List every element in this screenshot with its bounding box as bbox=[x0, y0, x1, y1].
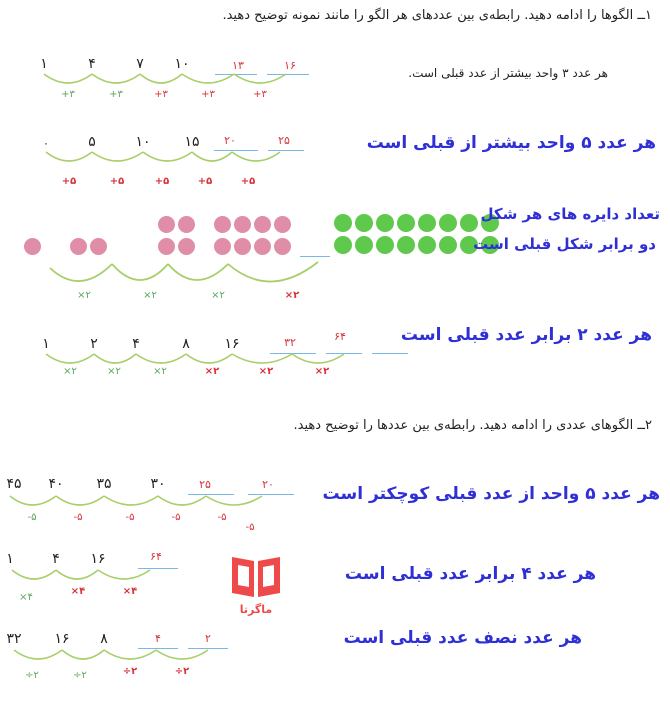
pattern-number: ۱۵ bbox=[184, 134, 200, 150]
pattern-number: ۱ bbox=[42, 336, 50, 352]
answer-number: ۲۵ bbox=[278, 134, 290, 147]
step-label: +۳ bbox=[154, 89, 168, 100]
pattern-number: ۱ bbox=[6, 551, 14, 567]
step-label: -۵ bbox=[27, 512, 37, 523]
step-label: ×۲ bbox=[63, 366, 77, 377]
pattern-number: ۴ bbox=[52, 551, 60, 567]
step-label: +۵ bbox=[240, 176, 256, 187]
pattern-number: ۱ bbox=[40, 56, 48, 72]
step-label: +۳ bbox=[201, 89, 215, 100]
example-description: هر عدد ۳ واحد بیشتر از عدد قبلی است. bbox=[408, 66, 608, 80]
step-label: ×۲ bbox=[204, 366, 220, 377]
pattern-number: ۴ bbox=[132, 336, 140, 352]
handwritten-answer: هر عدد ۴ برابر عدد قبلی است bbox=[344, 564, 596, 584]
pattern-number: ۴ bbox=[88, 56, 96, 72]
step-label: -۵ bbox=[245, 522, 255, 533]
answer-number: ۲ bbox=[205, 632, 211, 645]
step-label: +۵ bbox=[197, 176, 213, 187]
step-label: +۳ bbox=[109, 89, 123, 100]
pattern-number: ۱۶ bbox=[224, 336, 240, 352]
pattern-number: ۸ bbox=[182, 336, 190, 352]
step-label: ÷۲ bbox=[174, 666, 190, 677]
step-label: ×۴ bbox=[70, 586, 86, 597]
pattern-number: ۴۵ bbox=[6, 476, 22, 492]
step-label: ×۲ bbox=[153, 366, 167, 377]
step-label: ×۲ bbox=[258, 366, 274, 377]
answer-number: ۱۳ bbox=[232, 59, 244, 72]
answer-number: ۲۵ bbox=[199, 478, 211, 491]
handwritten-answer: هر عدد ۲ برابر عدد قبلی است bbox=[400, 325, 652, 345]
answer-number: ۲۰ bbox=[224, 134, 236, 147]
step-label: ÷۲ bbox=[73, 670, 87, 681]
pattern-number: ۱۰ bbox=[135, 134, 151, 150]
pattern-number: ۱۰ bbox=[174, 56, 190, 72]
step-label: +۵ bbox=[61, 176, 77, 187]
step-label: ×۲ bbox=[77, 290, 91, 301]
answer-number: ۱۶ bbox=[284, 59, 296, 72]
q1-instruction: ۱ــ الگوها را ادامه دهید. رابطه‌ی بین عددهای هر الگو را مانند نمونه توضیح دهید. bbox=[222, 8, 652, 23]
step-label: -۵ bbox=[217, 512, 227, 523]
pattern-number: ۳۵ bbox=[96, 476, 112, 492]
pattern-number: ۵ bbox=[88, 134, 96, 150]
step-label: ÷۲ bbox=[25, 670, 39, 681]
pattern-number: ۱۶ bbox=[54, 631, 70, 647]
step-label: +۵ bbox=[109, 176, 125, 187]
pattern-number: ۰ bbox=[43, 137, 49, 150]
answer-number: ۲۰ bbox=[262, 478, 274, 491]
pattern-number: ۲ bbox=[90, 336, 98, 352]
answer-number: ۶۴ bbox=[334, 330, 346, 343]
logo-text: ماگرتا bbox=[239, 603, 273, 616]
answer-number: ۴ bbox=[155, 632, 161, 645]
step-label: ×۲ bbox=[143, 290, 157, 301]
pattern-number: ۱۶ bbox=[90, 551, 106, 567]
handwritten-answer: هر عدد نصف عدد قبلی است bbox=[343, 628, 582, 648]
pattern-number: ۴۰ bbox=[48, 476, 64, 492]
step-label: ×۴ bbox=[122, 586, 138, 597]
step-label: +۳ bbox=[61, 89, 75, 100]
pattern-number: ۳۲ bbox=[6, 631, 22, 647]
pattern-number: ۳۰ bbox=[150, 476, 166, 492]
step-label: -۵ bbox=[73, 512, 83, 523]
step-label: ÷۲ bbox=[122, 666, 138, 677]
step-label: +۵ bbox=[154, 176, 170, 187]
step-label: -۵ bbox=[125, 512, 135, 523]
pattern-number: ۸ bbox=[100, 631, 108, 647]
answer-number: ۶۴ bbox=[150, 550, 162, 563]
step-label: ×۲ bbox=[107, 366, 121, 377]
answer-number: ۳۲ bbox=[284, 336, 296, 349]
handwritten-answer: تعداد دایره های هر شکل bbox=[480, 205, 660, 223]
handwritten-answer: هر عدد ۵ واحد بیشتر از قبلی است bbox=[366, 133, 656, 153]
pattern-number: ۷ bbox=[136, 56, 144, 72]
step-label: +۳ bbox=[253, 89, 267, 100]
q2-instruction: ۲ــ الگوهای عددی را ادامه دهید. رابطه‌ی بین عددها را توضیح دهید. bbox=[293, 418, 652, 433]
handwritten-answer: هر عدد ۵ واحد از عدد قبلی کوچکتر است bbox=[322, 484, 660, 504]
handwritten-answer: دو برابر شکل قبلی است bbox=[473, 235, 656, 253]
step-label: ×۲ bbox=[211, 290, 225, 301]
step-label: -۵ bbox=[171, 512, 181, 523]
step-label: ×۴ bbox=[19, 592, 33, 603]
step-label: ×۲ bbox=[284, 290, 300, 301]
step-label: ×۲ bbox=[314, 366, 330, 377]
